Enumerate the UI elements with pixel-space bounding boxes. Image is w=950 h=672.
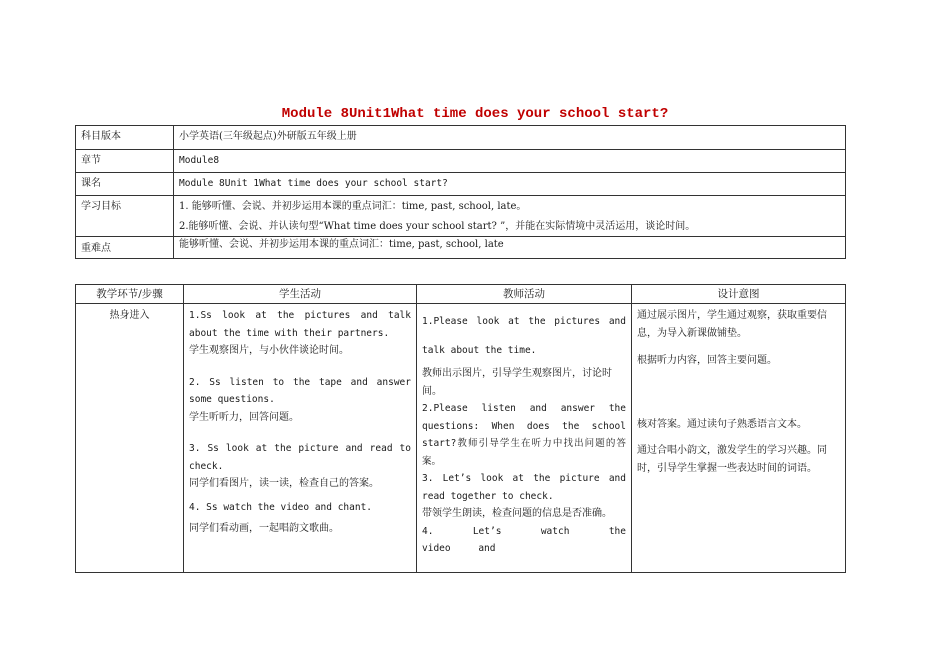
- info-label: 科目版本: [76, 126, 174, 150]
- info-label: 课名: [76, 173, 174, 196]
- document-title: Module 8Unit1What time does your school start?: [281, 106, 669, 122]
- info-label: 章节: [76, 150, 174, 173]
- header-step: 教学环节/步骤: [76, 285, 184, 304]
- lesson-plan-table: [75, 284, 846, 573]
- student-step-2: 2. Ss listen to the tape and answer some questions.: [189, 376, 411, 405]
- info-label: 学习目标: [76, 196, 174, 237]
- teacher-step-2: 2.Please listen and answer the questions: When does the school start?教师引导学生在听力中找出问题的答案。: [422, 403, 626, 467]
- objective-line: 1. 能够听懂、会说、并初步运用本课的重点词汇：time, past, school, late。: [179, 201, 527, 212]
- objective-line: 2.能够听懂、会说、并认读句型“What time does your school start? ”，并能在实际情境中灵活运用，谈论时间。: [179, 221, 696, 232]
- intent-2: 根据听力内容，回答主要问题。: [637, 355, 777, 366]
- header-student: 学生活动: [184, 285, 417, 304]
- plan-row-warmup: [76, 304, 846, 573]
- info-row-subject: [76, 126, 846, 150]
- teacher-step-1-cn: 教师出示图片，引导学生观察图片，讨论时间。: [422, 368, 612, 397]
- teacher-step-3-cn: 带领学生朗读，检查问题的信息是否准确。: [422, 508, 612, 519]
- intent-1: 通过展示图片，学生通过观察，获取重要信息，为导入新课做铺垫。: [637, 310, 827, 339]
- info-row-objectives: [76, 196, 846, 237]
- info-value: 能够听懂、会说、并初步运用本课的重点词汇：time, past, school, late: [174, 237, 846, 259]
- info-row-keypoints: [76, 237, 846, 259]
- info-value: Module8: [174, 150, 846, 173]
- intent-4: 通过合唱小韵文，激发学生的学习兴趣。同时，引导学生掌握一些表达时间的词语。: [637, 445, 827, 474]
- info-value: 小学英语(三年级起点)外研版五年级上册: [174, 126, 846, 150]
- info-row-chapter: [76, 150, 846, 173]
- teacher-step-3: 3. Let’s look at the picture and read together to check.: [422, 473, 626, 502]
- student-step-4: 4. Ss watch the video and chant.: [189, 501, 373, 513]
- student-activity-cell: [184, 304, 417, 573]
- student-step-3-cn: 同学们看图片，读一读，检查自己的答案。: [189, 478, 379, 489]
- info-label: 重难点: [76, 237, 174, 259]
- student-step-1-cn: 学生观察图片，与小伙伴谈论时间。: [189, 345, 349, 356]
- design-intent-cell: [632, 304, 846, 573]
- course-info-table: [75, 125, 846, 259]
- header-intent: 设计意图: [632, 285, 846, 304]
- info-value: Module 8Unit 1What time does your school start?: [174, 173, 846, 196]
- student-step-2-cn: 学生听听力，回答问题。: [189, 411, 299, 423]
- header-teacher: 教师活动: [417, 285, 632, 304]
- teacher-step-4: 4. Let’s watch the video and: [422, 525, 626, 554]
- student-step-3: 3. Ss look at the picture and read to check.: [189, 443, 411, 472]
- teacher-step-1: 1.Please look at the pictures and talk about the time.: [422, 316, 626, 356]
- plan-header-row: [76, 285, 846, 304]
- info-row-lesson: [76, 173, 846, 196]
- intent-3: 核对答案。通过读句子熟悉语言文本。: [637, 418, 807, 430]
- step-cell: 热身进入: [76, 304, 184, 573]
- student-step-4-cn: 同学们看动画，一起唱韵文歌曲。: [189, 523, 339, 534]
- info-value: [174, 196, 846, 237]
- teacher-activity-cell: [417, 304, 632, 573]
- student-step-1: 1.Ss look at the pictures and talk about the time with their partners.: [189, 310, 411, 339]
